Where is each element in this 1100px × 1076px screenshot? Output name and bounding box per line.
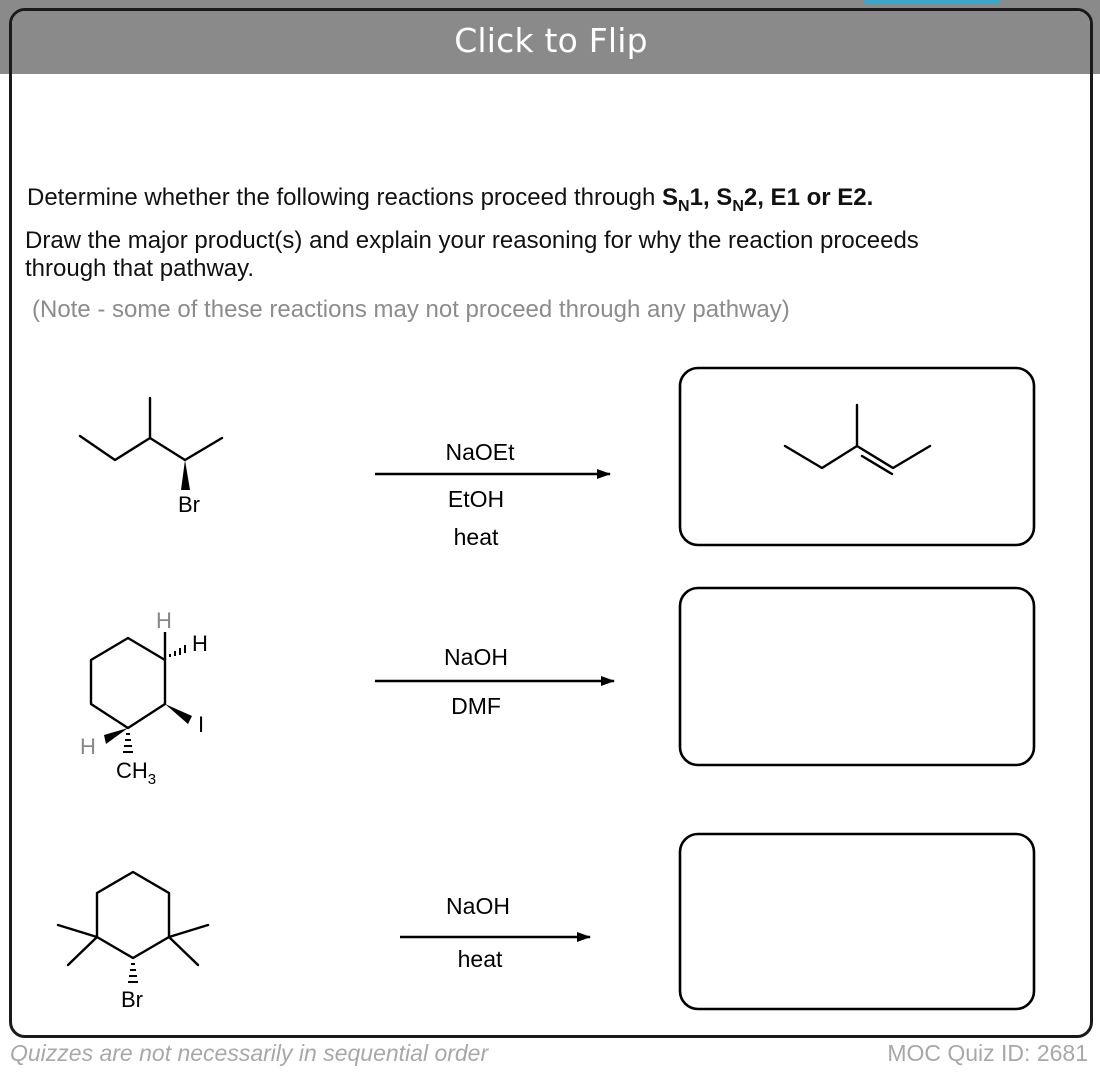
footer-disclaimer: Quizzes are not necessarily in sequential order (10, 1040, 489, 1066)
reactant-1-structure (80, 398, 222, 460)
wedge-bond-i (165, 704, 192, 724)
question-line-3: through that pathway. (25, 255, 255, 282)
reactant-2-structure (91, 638, 165, 728)
reactant-1-label-br: Br (178, 492, 200, 517)
reaction-1-reagent-below-2: heat (453, 524, 499, 550)
reactant-3-label-br: Br (121, 987, 143, 1012)
question-prefix: Determine whether the following reactions proceed through (27, 184, 663, 211)
reaction-1-reagent-below-1: EtOH (447, 486, 505, 512)
label-h-equatorial: H (192, 631, 208, 656)
label-h-bottom: H (80, 734, 96, 759)
reaction-3-reagent-below: heat (457, 946, 503, 972)
label-iodine: I (198, 712, 205, 737)
reaction-1-reagent-above: NaOEt (445, 439, 515, 465)
pathway-list: $S_N1$, $S_N2$, E1 or E2. (662, 184, 874, 215)
reactant-3-structure (58, 872, 208, 965)
question-line-2: Draw the major product(s) and explain your reasoning for why the reaction proceeds (25, 227, 919, 254)
answer-box-1[interactable] (680, 368, 1034, 545)
hash-bond-ch3 (123, 734, 133, 752)
label-h-axial: H (156, 608, 172, 633)
wedge-bond-h (104, 728, 128, 744)
question-note: (Note - some of these reactions may not proceed through any pathway) (32, 296, 790, 323)
reaction-2-reagent-above: NaOH (444, 644, 508, 670)
wedge-bond-1 (181, 460, 190, 490)
answer-box-3[interactable] (680, 834, 1034, 1009)
quiz-id: MOC Quiz ID: 2681 (887, 1040, 1088, 1066)
flip-label: Click to Flip (454, 21, 648, 60)
answer-box-2[interactable] (680, 588, 1034, 765)
product-1-structure (785, 405, 930, 474)
hash-bond-br (128, 964, 138, 982)
reaction-3-reagent-above: NaOH (446, 893, 510, 919)
label-ch3: $CH_3$ (116, 758, 157, 788)
hash-bond-h (170, 645, 185, 657)
reaction-2-reagent-below: DMF (451, 693, 501, 719)
